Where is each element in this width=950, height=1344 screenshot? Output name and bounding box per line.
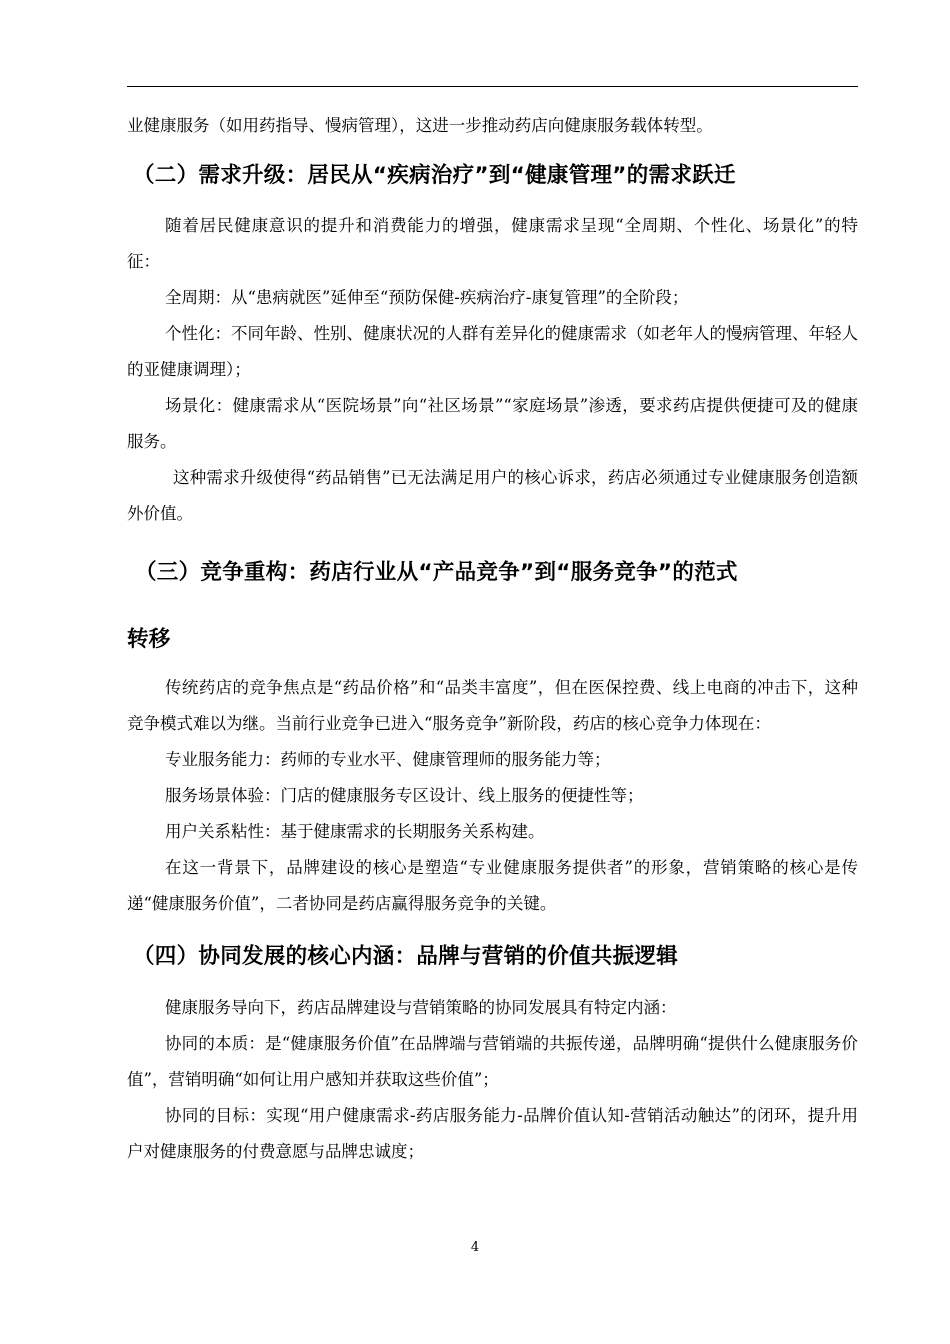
paragraph: 全周期：从“患病就医”延伸至“预防保健-疾病治疗-康复管理”的全阶段； [165, 288, 689, 307]
paragraph: 场景化：健康需求从“医院场景”向“社区场景”“家庭场景”渗透，要求药店提供便捷可及的健康服务。 [127, 396, 858, 451]
paragraph: 服务场景体验：门店的健康服务专区设计、线上服务的便捷性等； [165, 786, 644, 805]
paragraph: 用户关系粘性：基于健康需求的长期服务关系构建。 [165, 822, 545, 841]
paragraph: 在这一背景下，品牌建设的核心是塑造“专业健康服务提供者”的形象，营销策略的核心是传递“健康服务价值”，二者协同是药店赢得服务竞争的关键。 [127, 858, 858, 913]
paragraph: 业健康服务（如用药指导、慢病管理），这进一步推动药店向健康服务载体转型。 [127, 116, 713, 135]
paragraph: 随着居民健康意识的提升和消费能力的增强，健康需求呈现“全周期、个性化、场景化”的特征： [127, 216, 858, 271]
section-heading-2: （二）需求升级：居民从“疾病治疗”到“健康管理”的需求跃迁 [133, 163, 736, 188]
paragraph: 个性化：不同年龄、性别、健康状况的人群有差异化的健康需求（如老年人的慢病管理、年轻人的亚健康调理）； [127, 324, 858, 379]
section-heading-3: （三）竞争重构：药店行业从“产品竞争”到“服务竞争”的范式 [135, 560, 738, 585]
paragraph: 健康服务导向下，药店品牌建设与营销策略的协同发展具有特定内涵： [165, 998, 677, 1017]
section-heading-3-continued: 转移 [127, 627, 171, 652]
paragraph: 传统药店的竞争焦点是“药品价格”和“品类丰富度”，但在医保控费、线上电商的冲击下，这种竞争模式难以为继。当前行业竞争已进入“服务竞争”新阶段，药店的核心竞争力体现在： [127, 678, 858, 733]
page-body [127, 108, 858, 1170]
section-heading-4: （四）协同发展的核心内涵：品牌与营销的价值共振逻辑 [133, 944, 679, 969]
paragraph: 协同的本质：是“健康服务价值”在品牌端与营销端的共振传递，品牌明确“提供什么健康服务价值”，营销明确“如何让用户感知并获取这些价值”； [127, 1034, 858, 1089]
header-rule [127, 86, 858, 87]
paragraph: 这种需求升级使得“药品销售”已无法满足用户的核心诉求，药店必须通过专业健康服务创造额外价值。 [127, 468, 858, 523]
page-number: 4 [470, 1240, 480, 1255]
paragraph: 专业服务能力：药师的专业水平、健康管理师的服务能力等； [165, 750, 611, 769]
paragraph: 协同的目标：实现“用户健康需求-药店服务能力-品牌价值认知-营销活动触达”的闭环，提升用户对健康服务的付费意愿与品牌忠诚度； [127, 1106, 858, 1161]
